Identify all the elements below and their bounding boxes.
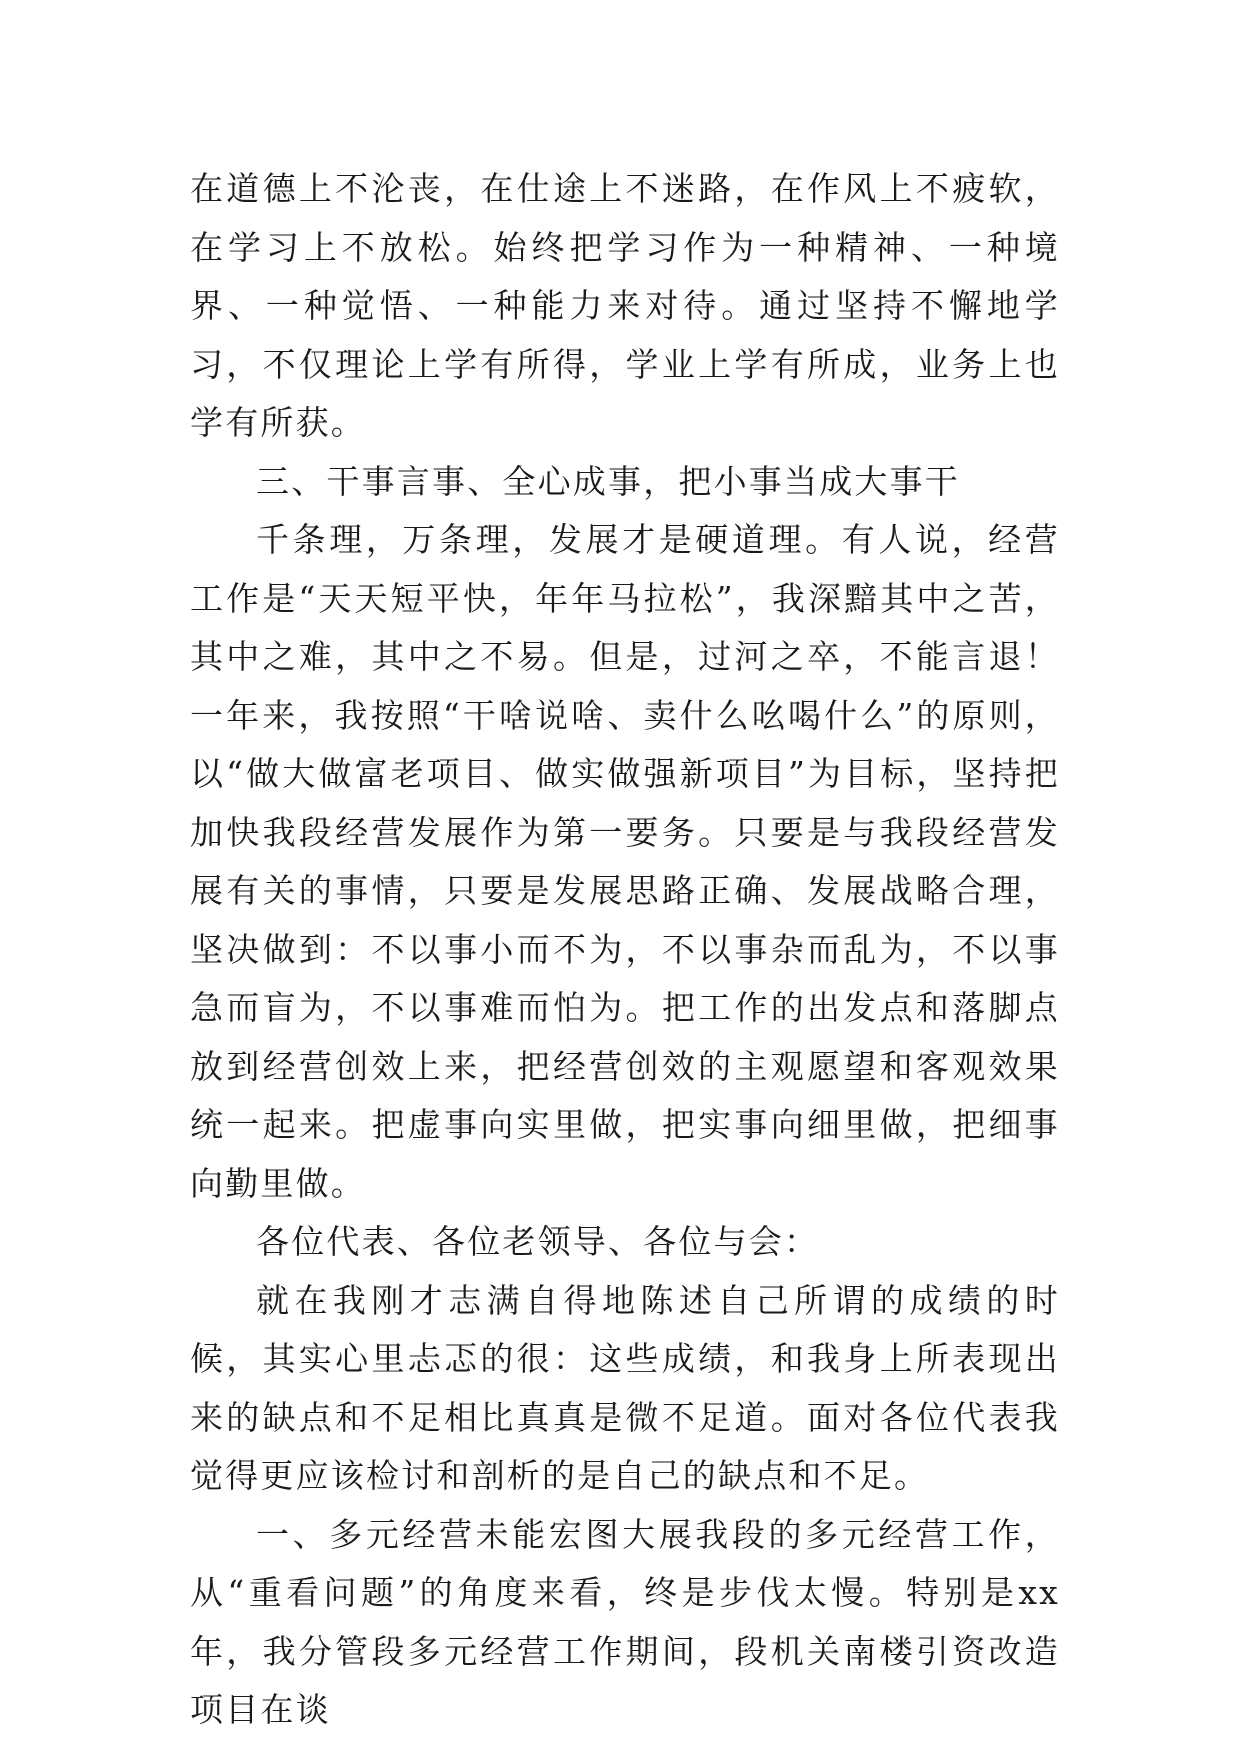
- document-body: [190, 160, 1060, 1740]
- paragraph-salutation: 各位代表、各位老领导、各位与会：: [256, 1222, 820, 1261]
- paragraph-continuation: 在道德上不沦丧，在仕途上不迷路，在作风上不疲软，在学习上不放松。始终把学习作为一种精神、一种境界、一种觉悟、一种能力来对待。通过坚持不懈地学习，不仅理论上学有所得，学业上学有所成，业务上也学有所获。: [190, 169, 1060, 442]
- paragraph-development: 千条理，万条理，发展才是硬道理。有人说，经营工作是“天天短平快，年年马拉松”，我深黯其中之苦，其中之难，其中之不易。但是，过河之卒，不能言退！一年来，我按照“干啥说啥、卖什么吆喝什么”的原则，以“做大做富老项目、做实做强新项目”为目标，坚持把加快我段经营发展作为第一要务。只要是与我段经营发展有关的事情，只要是发展思路正确、发展战略合理，坚决做到：不以事小而不为，不以事杂而乱为，不以事急而盲为，不以事难而怕为。把工作的出发点和落脚点放到经营创效上来，把经营创效的主观愿望和客观效果统一起来。把虚事向实里做，把实事向细里做，把细事向勤里做。: [190, 520, 1060, 1203]
- paragraph-reflection: 就在我刚才志满自得地陈述自己所谓的成绩的时候，其实心里忐忑的很：这些成绩，和我身上所表现出来的缺点和不足相比真真是微不足道。面对各位代表我觉得更应该检讨和剖析的是自己的缺点和不足。: [190, 1280, 1060, 1495]
- paragraph-shortcoming-one: 一、多元经营未能宏图大展我段的多元经营工作，从“重看问题”的角度来看，终是步伐太慢。特别是xx年，我分管段多元经营工作期间，段机关南楼引资改造项目在谈: [190, 1514, 1060, 1729]
- section-heading-three: 三、干事言事、全心成事，把小事当成大事干: [256, 461, 960, 501]
